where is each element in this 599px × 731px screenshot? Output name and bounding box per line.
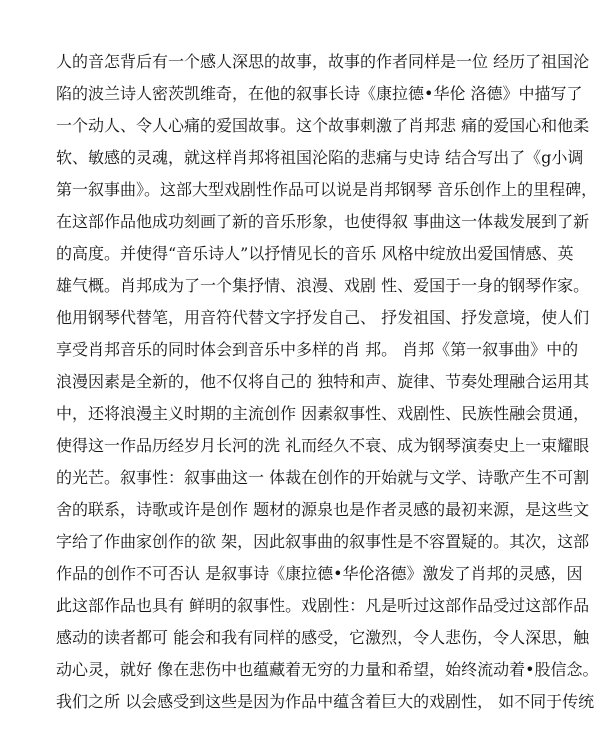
- text-line: 享受肖邦音乐的同时体会到音乐中多样的肖 邦。 肖邦《第一叙事曲》中的: [56, 340, 579, 359]
- text-line: 在这部作品他成功刻画了新的音乐形象，也使得叙 事曲这一体裁发展到了新: [56, 212, 590, 231]
- text-line: 中，还将浪漫主义时期的主流创作 因素叙事性、戏剧性、民族性融会贯通，: [56, 404, 590, 423]
- text-line: 作品的创作不可否认 是叙事诗《康拉德•华伦洛德》激发了肖邦的灵感，因: [56, 564, 583, 583]
- text-line: 第一叙事曲》。这部大型戏剧性作品可以说是肖邦钢琴 音乐创作上的里程碑，: [56, 180, 598, 199]
- text-line: 此这部作品也具有 鲜明的叙事性。戏剧性：凡是听过这部作品受过这部作品: [56, 596, 590, 615]
- text-line: 他用钢琴代替笔，用音符代替文字抒发自己、 抒发祖国、抒发意境，使人们: [56, 308, 590, 327]
- text-line: 软、敏感的灵魂，就这样肖邦将祖国沦陷的悲痛与史诗 结合写出了《g小调: [56, 148, 584, 167]
- text-line: 我们之所 以会感受到这些是因为作品中蕴含着巨大的戏剧性， 如不同于传统: [56, 692, 595, 711]
- text-line: 的光芒。叙事性：叙事曲这一 体裁在创作的开始就与文学、诗歌产生不可割: [56, 468, 590, 487]
- text-line: 字给了作曲家创作的欲 架，因此叙事曲的叙事性是不容置疑的。其次，这部: [56, 532, 590, 551]
- text-line: 陷的波兰诗人密茨凯维奇，在他的叙事长诗《康拉德•华伦 洛德》中描写了: [56, 84, 583, 103]
- text-line: 感动的读者都可 能会和我有同样的感受，它激烈，令人悲伤，令人深思，触: [56, 628, 590, 647]
- text-line: 人的音怎背后有一个感人深思的故事，故事的作者同样是一位 经历了祖国沦: [56, 52, 590, 71]
- text-line: 雄气概。肖邦成为了一个集抒情、浪漫、戏剧 性、爱国于一身的钢琴作家。: [56, 276, 590, 295]
- text-line: 舍的联系，诗歌或许是创作 题材的源泉也是作者灵感的最初来源，是这些文: [56, 500, 590, 519]
- text-line: 一个动人、令人心痛的爱国故事。这个故事刺激了肖邦悲 痛的爱国心和他柔: [56, 116, 590, 135]
- text-line: 使得这一作品历经岁月长河的洗 礼而经久不衰、成为钢琴演奏史上一束耀眼: [56, 436, 590, 455]
- text-line: 浪漫因素是全新的，他不仅将自己的 独特和声、旋律、节奏处理融合运用其: [56, 372, 590, 391]
- text-line: 的高度。并使得“音乐诗人”以抒情见长的音乐 风格中绽放出爱国情感、英: [56, 244, 574, 263]
- text-line: 动心灵，就好 像在悲伤中也蕴藏着无穷的力量和希望，始终流动着•股信念。: [56, 660, 599, 679]
- document-page: [56, 46, 599, 718]
